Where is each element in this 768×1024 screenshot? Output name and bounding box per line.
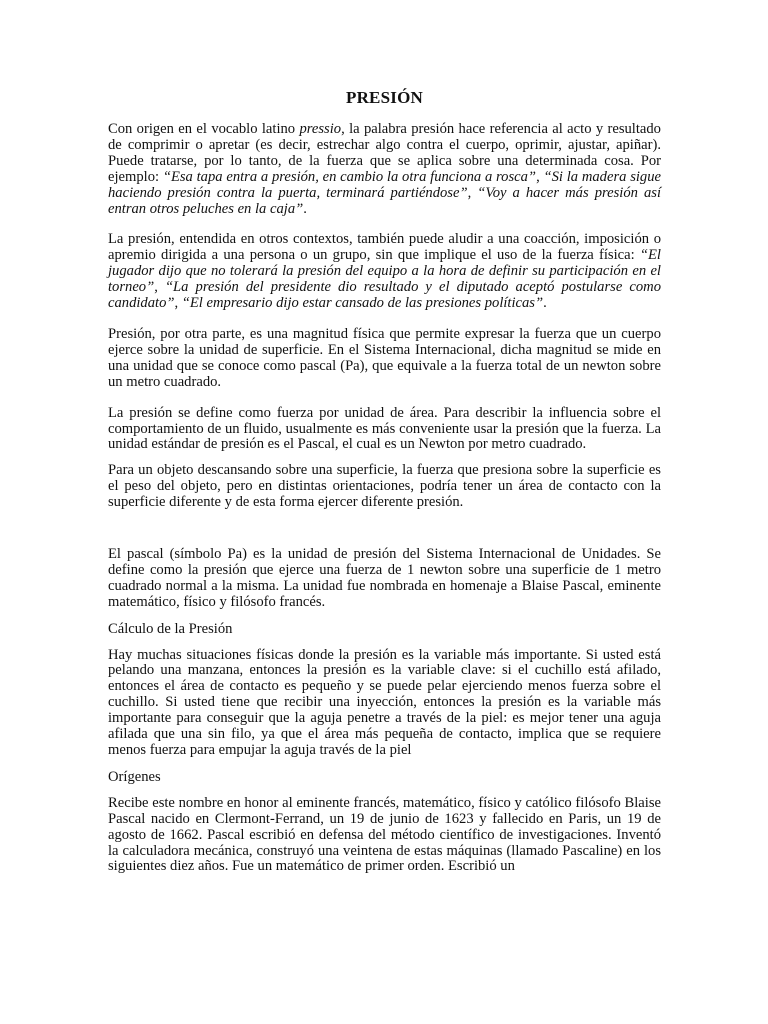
paragraph-definition: La presión se define como fuerza por unidad de área. Para describir la influencia sobre el comportamiento de un fluido, usualmente es más conveniente usar la presión que la fuerza. La unidad estándar de presión es el Pascal, el cual es un Newton por metro cuadrado.: [108, 404, 661, 453]
paragraph-pascal-unit: El pascal (símbolo Pa) es la unidad de presión del Sistema Internacional de Unidades. Se define como la presión que ejerce una fuerza de 1 newton sobre una superficie de 1 metro cuadrado normal a la misma. La unidad fue nombrada en homenaje a Blaise Pascal, eminente matemático, físico y filósofo francés.: [108, 546, 661, 610]
latin-term: pressio: [299, 121, 342, 137]
example-quote: “El jugador dijo que no tolerará la presión del equipo a la hora de definir su participación en el torneo”: [108, 247, 661, 296]
paragraph-physics: Presión, por otra parte, es una magnitud física que permite expresar la fuerza que un cuerpo ejerce sobre la unidad de superficie. En el Sistema Internacional, dicha magnitud se mide en una unidad que se conoce como pascal (Pa), que equivale a la fuerza total de un newton sobre un metro cuadrado.: [108, 325, 661, 390]
example-quote: “La presión del presidente dio resultado y el diputado aceptó postularse como candidato”: [108, 279, 661, 312]
paragraph-text: , la palabra presión hace referencia al acto y resultado de comprimir o apretar (es decir, estrechar algo contra el cuerpo, oprimir, ajustar, apiñar). Puede tratarse, por lo tanto, de la fuerza que se aplica sobre una determinada cosa. Por ejemplo:: [108, 121, 661, 185]
paragraph-text: Con origen en el vocablo latino: [108, 121, 300, 137]
separator: ,: [467, 184, 478, 201]
example-quote: “Esa tapa entra a presión, en cambio la otra funciona a rosca”: [162, 168, 537, 185]
section-heading-origenes: Orígenes: [108, 768, 161, 785]
separator: ,: [536, 168, 544, 185]
paragraph-text: La presión, entendida en otros contextos, también puede aludir a una coacción, imposición o apremio dirigida a una persona o un grupo, sin que implique el uso de la fuerza física:: [108, 231, 661, 264]
paragraph-origin: [108, 122, 661, 217]
example-quote: “Voy a hacer más presión así entran otros peluches en la caja”: [108, 184, 662, 217]
separator: ,: [174, 295, 182, 312]
example-quote: “El empresario dijo estar cansado de las presiones políticas”: [181, 295, 544, 312]
example-quote: “Si la madera sigue haciendo presión contra la puerta, terminará partiéndose”: [108, 168, 662, 201]
paragraph-origins: Recibe este nombre en honor al eminente francés, matemático, físico y católico filósofo Blaise Pascal nacido en Clermont-Ferrand, un 19 de junio de 1623 y fallecido en Paris, un 19 de agosto de 1662. Pascal escribió en defensa del método científico de investigaciones. Inventó la calculadora mecánica, construyó una veintena de estas máquinas (llamado Pascaline) en los siguientes diez años. Fue un matemático de primer orden. Escribió un: [108, 794, 661, 875]
separator: ,: [154, 279, 165, 296]
section-heading-calculo: Cálculo de la Presión: [108, 620, 233, 637]
document-page: [108, 88, 661, 875]
paragraph-calculation: Hay muchas situaciones físicas donde la presión es la variable más importante. Si usted está pelando una manzana, entonces la presión es la variable clave: si el cuchillo está afilado, entonces el área de contacto es pequeño y se puede pelar ejerciendo menos fuerza sobre el cuchillo. Si usted tiene que recibir una inyección, entonces la presión es la variable más importante para conseguir que la aguja penetre a través de la piel: es mejor tener una aguja afilada que una sin filo, ya que el área más pequeña de contacto, implica que se requiere menos fuerza para empujar la aguja través de la piel: [108, 646, 661, 758]
separator: .: [543, 295, 547, 312]
paragraph-coercion: [108, 232, 661, 312]
page-title: PRESIÓN: [346, 88, 423, 107]
paragraph-surface: Para un objeto descansando sobre una superficie, la fuerza que presiona sobre la superficie es el peso del objeto, pero en distintas orientaciones, podría tener un área de contacto con la superficie diferente y de esta forma ejercer diferente presión.: [108, 462, 661, 511]
separator: .: [303, 200, 307, 217]
